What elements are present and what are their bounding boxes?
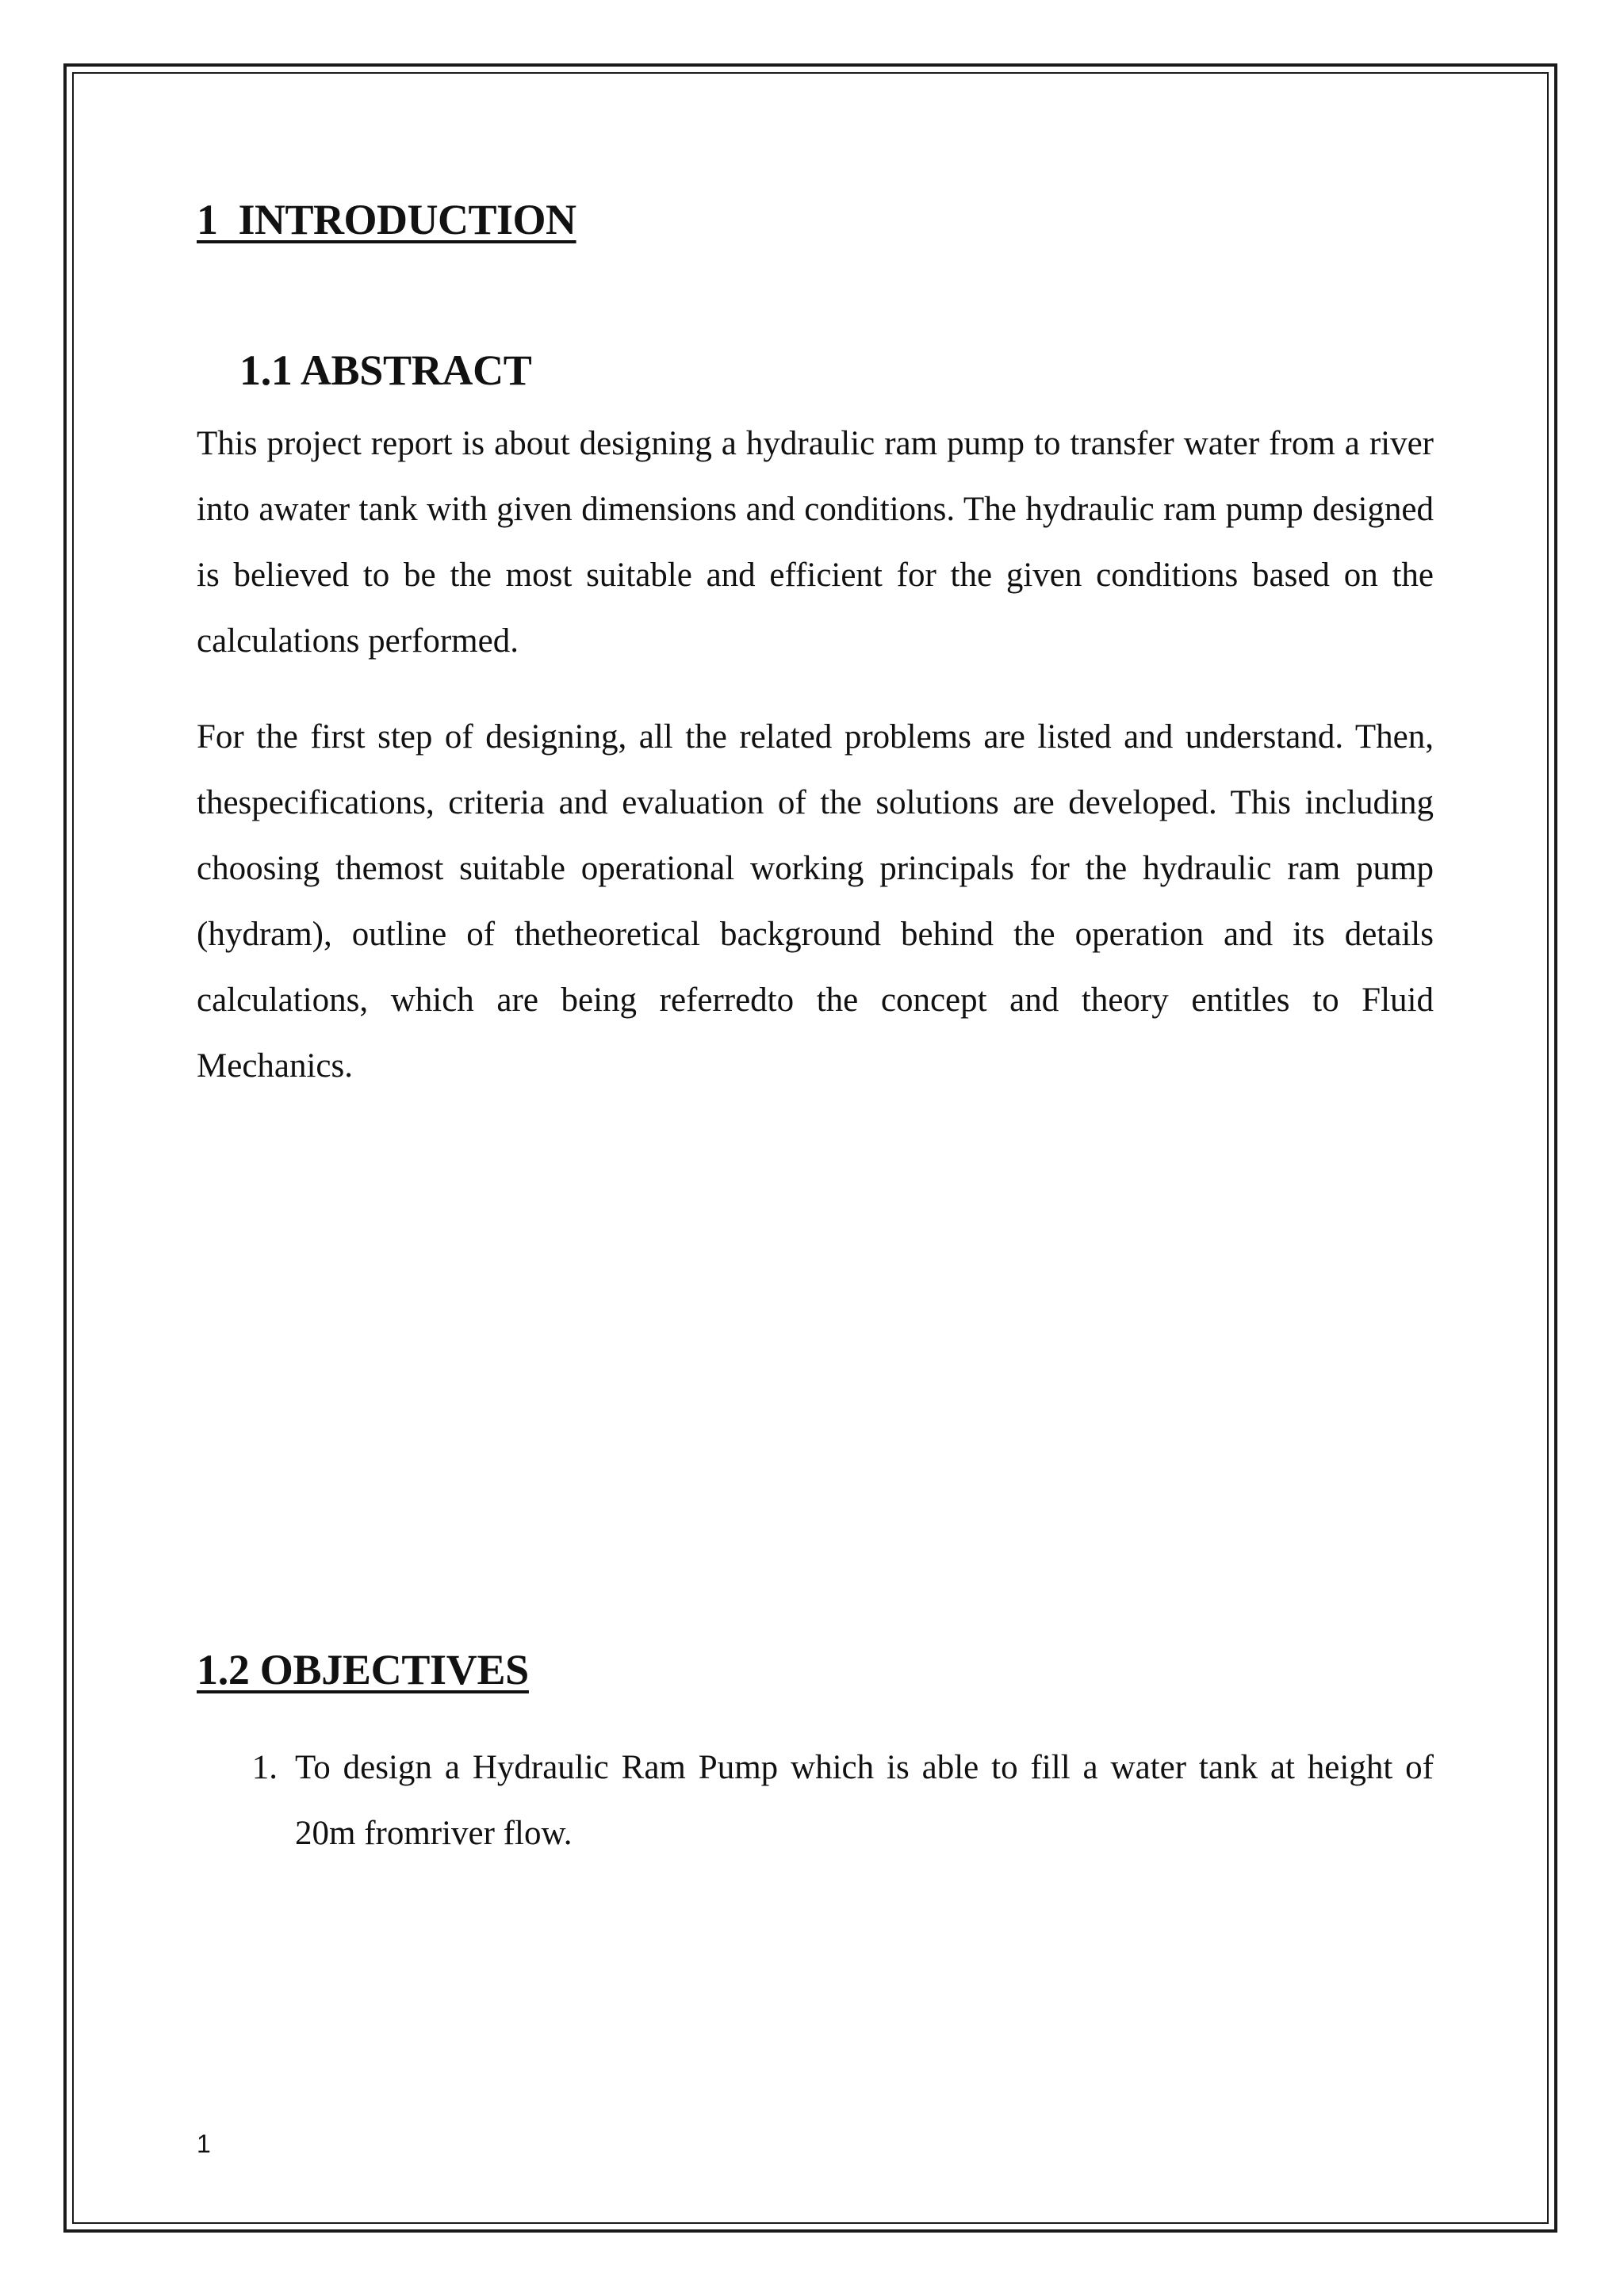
- page-number: 1: [197, 2130, 211, 2158]
- abstract-paragraph-2: For the first step of designing, all the related problems are listed and understand. Then, thespecifications, criteria and evaluation of the solutions are developed. This including choosing themost suitable operational working principals for the hydraulic ram pump (hydram), outline of thetheoretical background behind the operation and its details calculations, which are being referredto the concept and theory entitles to Fluid Mechanics.: [197, 718, 1434, 1085]
- objectives-list: [197, 1735, 1434, 1866]
- abstract-heading: 1.1 ABSTRACT: [239, 346, 532, 394]
- objective-text: To design a Hydraulic Ram Pump which is able to fill a water tank at height of 20m fromriver flow.: [295, 1749, 1434, 1852]
- introduction-heading: 1 INTRODUCTION: [197, 196, 576, 243]
- abstract-paragraph-1: This project report is about designing a hydraulic ram pump to transfer water from a river into awater tank with given dimensions and conditions. The hydraulic ram pump designed is believed to be the most suitable and efficient for the given conditions based on the calculations performed.: [197, 425, 1434, 660]
- objectives-heading: 1.2 OBJECTIVES: [197, 1646, 529, 1693]
- page-border-inner: [72, 72, 1549, 2224]
- objective-number: 1.: [251, 1749, 278, 1786]
- objective-item: [197, 1735, 1434, 1866]
